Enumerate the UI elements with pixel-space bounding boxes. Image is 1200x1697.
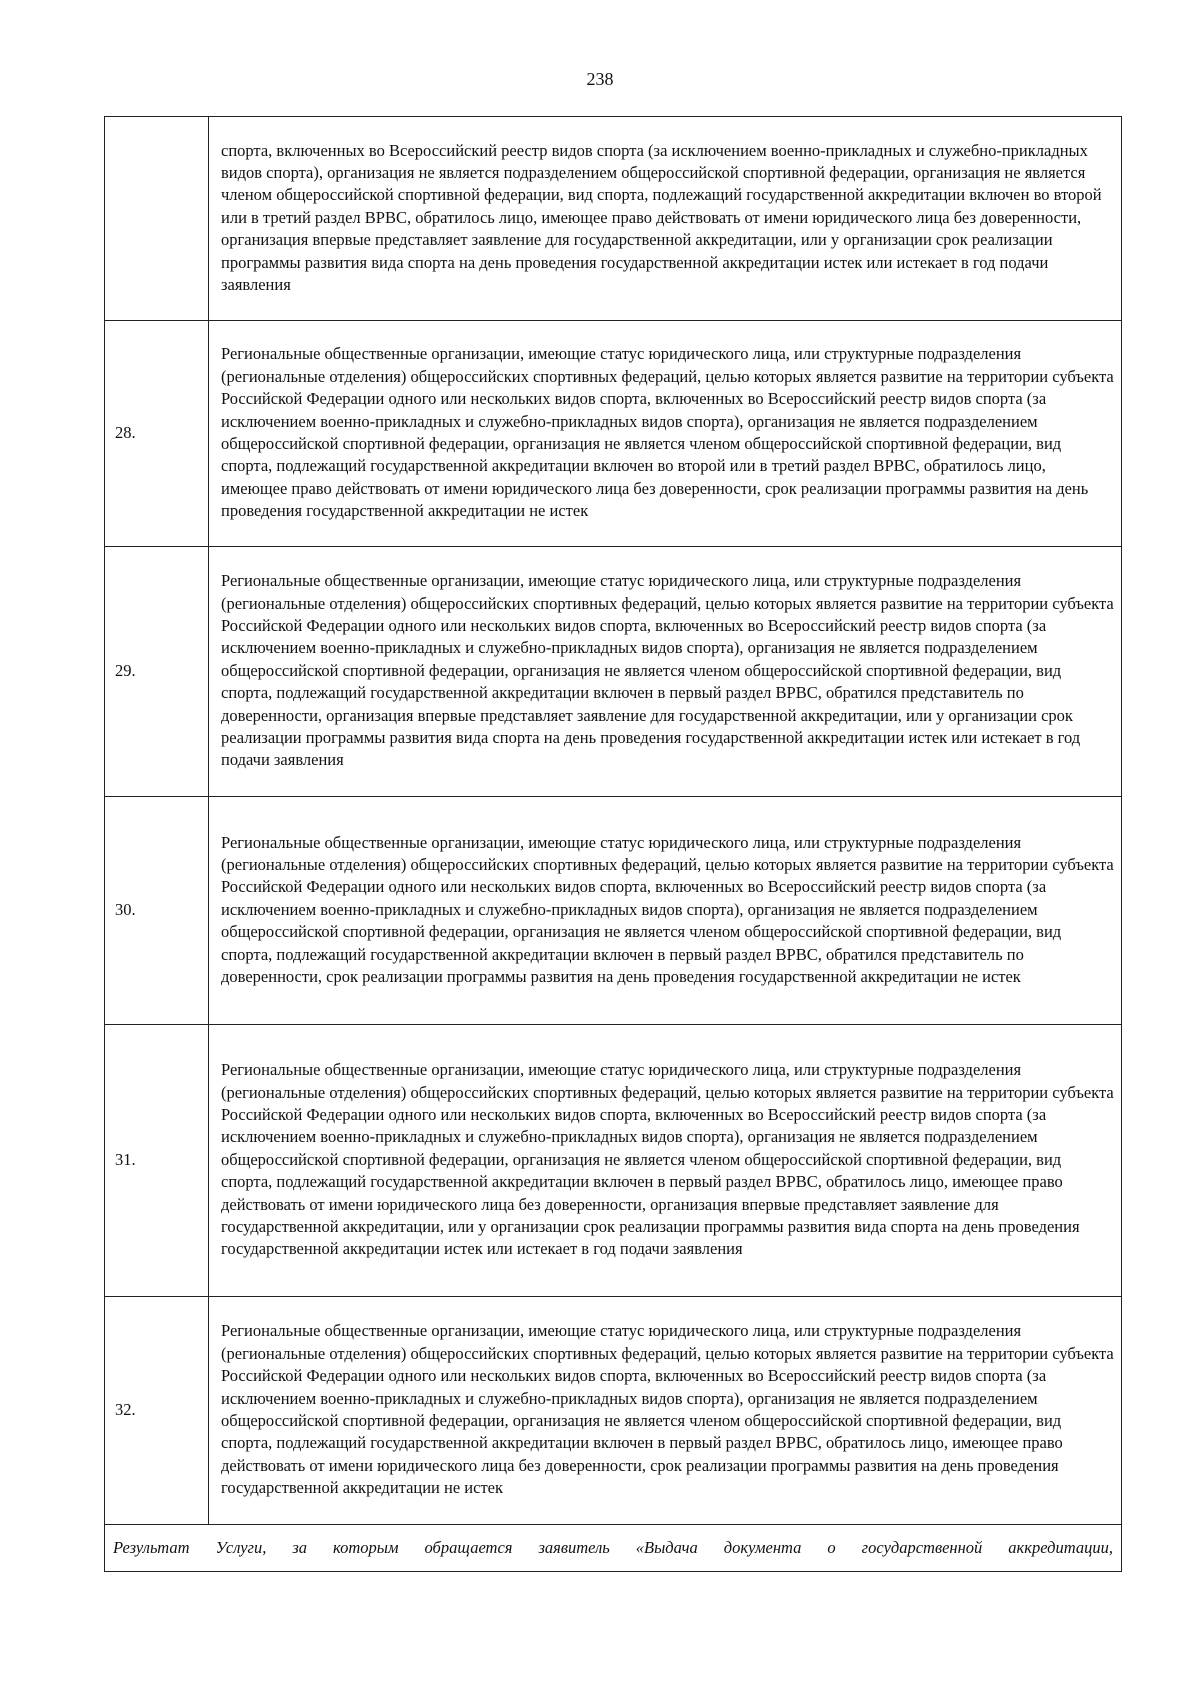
table-row bbox=[105, 321, 1122, 547]
row-description: Региональные общественные организации, имеющие статус юридического лица, или структурные подразделения (региональные отделения) общероссийских спортивных федераций, целью которых является развитие на территории субъекта Российской Федерации одного или нескольких видов спорта, включенных во Всероссийский реестр видов спорта (за исключением военно-прикладных и служебно-прикладных видов спорта), организация не является подразделением общероссийской спортивной федерации, организация не является членом общероссийской спортивной федерации, вид спорта, подлежащий государственной аккредитации включен во второй или в третий раздел ВРВС, обратилось лицо, имеющее право действовать от имени юридического лица без доверенности, срок реализации программы развития на день проведения государственной аккредитации не истек bbox=[209, 321, 1122, 547]
row-number bbox=[105, 117, 209, 321]
row-number: 28. bbox=[105, 321, 209, 547]
table-row bbox=[105, 797, 1122, 1025]
row-description: спорта, включенных во Всероссийский реестр видов спорта (за исключением военно-прикладных и служебно-прикладных видов спорта), организация не является подразделением общероссийской спортивной федерации, организация не является членом общероссийской спортивной федерации, вид спорта, подлежащий государственной аккредитации включен во второй или в третий раздел ВРВС, обратилось лицо, имеющее право действовать от имени юридического лица без доверенности, организация впервые представляет заявление для государственной аккредитации, или у организации срок реализации программы развития вида спорта на день проведения государственной аккредитации истек или истекает в год подачи заявления bbox=[209, 117, 1122, 321]
table-row bbox=[105, 1025, 1122, 1297]
variants-table bbox=[104, 116, 1122, 1572]
row-description: Региональные общественные организации, имеющие статус юридического лица, или структурные подразделения (региональные отделения) общероссийских спортивных федераций, целью которых является развитие на территории субъекта Российской Федерации одного или нескольких видов спорта, включенных во Всероссийский реестр видов спорта (за исключением военно-прикладных и служебно-прикладных видов спорта), организация не является подразделением общероссийской спортивной федерации, организация не является членом общероссийской спортивной федерации, вид спорта, подлежащий государственной аккредитации включен в первый раздел ВРВС, обратился представитель по доверенности, организация впервые представляет заявление для государственной аккредитации, или у организации срок реализации программы развития вида спорта на день проведения государственной аккредитации истек или истекает в год подачи заявления bbox=[209, 547, 1122, 797]
page-number: 238 bbox=[586, 69, 614, 89]
result-heading: Результат Услуги, за которым обращается заявитель «Выдача документа о государственной аккредитации, bbox=[105, 1525, 1122, 1572]
row-description: Региональные общественные организации, имеющие статус юридического лица, или структурные подразделения (региональные отделения) общероссийских спортивных федераций, целью которых является развитие на территории субъекта Российской Федерации одного или нескольких видов спорта, включенных во Всероссийский реестр видов спорта (за исключением военно-прикладных и служебно-прикладных видов спорта), организация не является подразделением общероссийской спортивной федерации, организация не является членом общероссийской спортивной федерации, вид спорта, подлежащий государственной аккредитации включен в первый раздел ВРВС, обратился представитель по доверенности, срок реализации программы развития на день проведения государственной аккредитации не истек bbox=[209, 797, 1122, 1025]
result-row bbox=[105, 1525, 1122, 1572]
row-number: 29. bbox=[105, 547, 209, 797]
row-number: 32. bbox=[105, 1297, 209, 1525]
table-row bbox=[105, 1297, 1122, 1525]
row-number: 31. bbox=[105, 1025, 209, 1297]
table-row bbox=[105, 117, 1122, 321]
row-description: Региональные общественные организации, имеющие статус юридического лица, или структурные подразделения (региональные отделения) общероссийских спортивных федераций, целью которых является развитие на территории субъекта Российской Федерации одного или нескольких видов спорта, включенных во Всероссийский реестр видов спорта (за исключением военно-прикладных и служебно-прикладных видов спорта), организация не является подразделением общероссийской спортивной федерации, организация не является членом общероссийской спортивной федерации, вид спорта, подлежащий государственной аккредитации включен в первый раздел ВРВС, обратилось лицо, имеющее право действовать от имени юридического лица без доверенности, организация впервые представляет заявление для государственной аккредитации, или у организации срок реализации программы развития вида спорта на день проведения государственной аккредитации истек или истекает в год подачи заявления bbox=[209, 1025, 1122, 1297]
row-description: Региональные общественные организации, имеющие статус юридического лица, или структурные подразделения (региональные отделения) общероссийских спортивных федераций, целью которых является развитие на территории субъекта Российской Федерации одного или нескольких видов спорта, включенных во Всероссийский реестр видов спорта (за исключением военно-прикладных и служебно-прикладных видов спорта), организация не является подразделением общероссийской спортивной федерации, организация не является членом общероссийской спортивной федерации, вид спорта, подлежащий государственной аккредитации включен в первый раздел ВРВС, обратилось лицо, имеющее право действовать от имени юридического лица без доверенности, срок реализации программы развития на день проведения государственной аккредитации не истек bbox=[209, 1297, 1122, 1525]
table-row bbox=[105, 547, 1122, 797]
row-number: 30. bbox=[105, 797, 209, 1025]
